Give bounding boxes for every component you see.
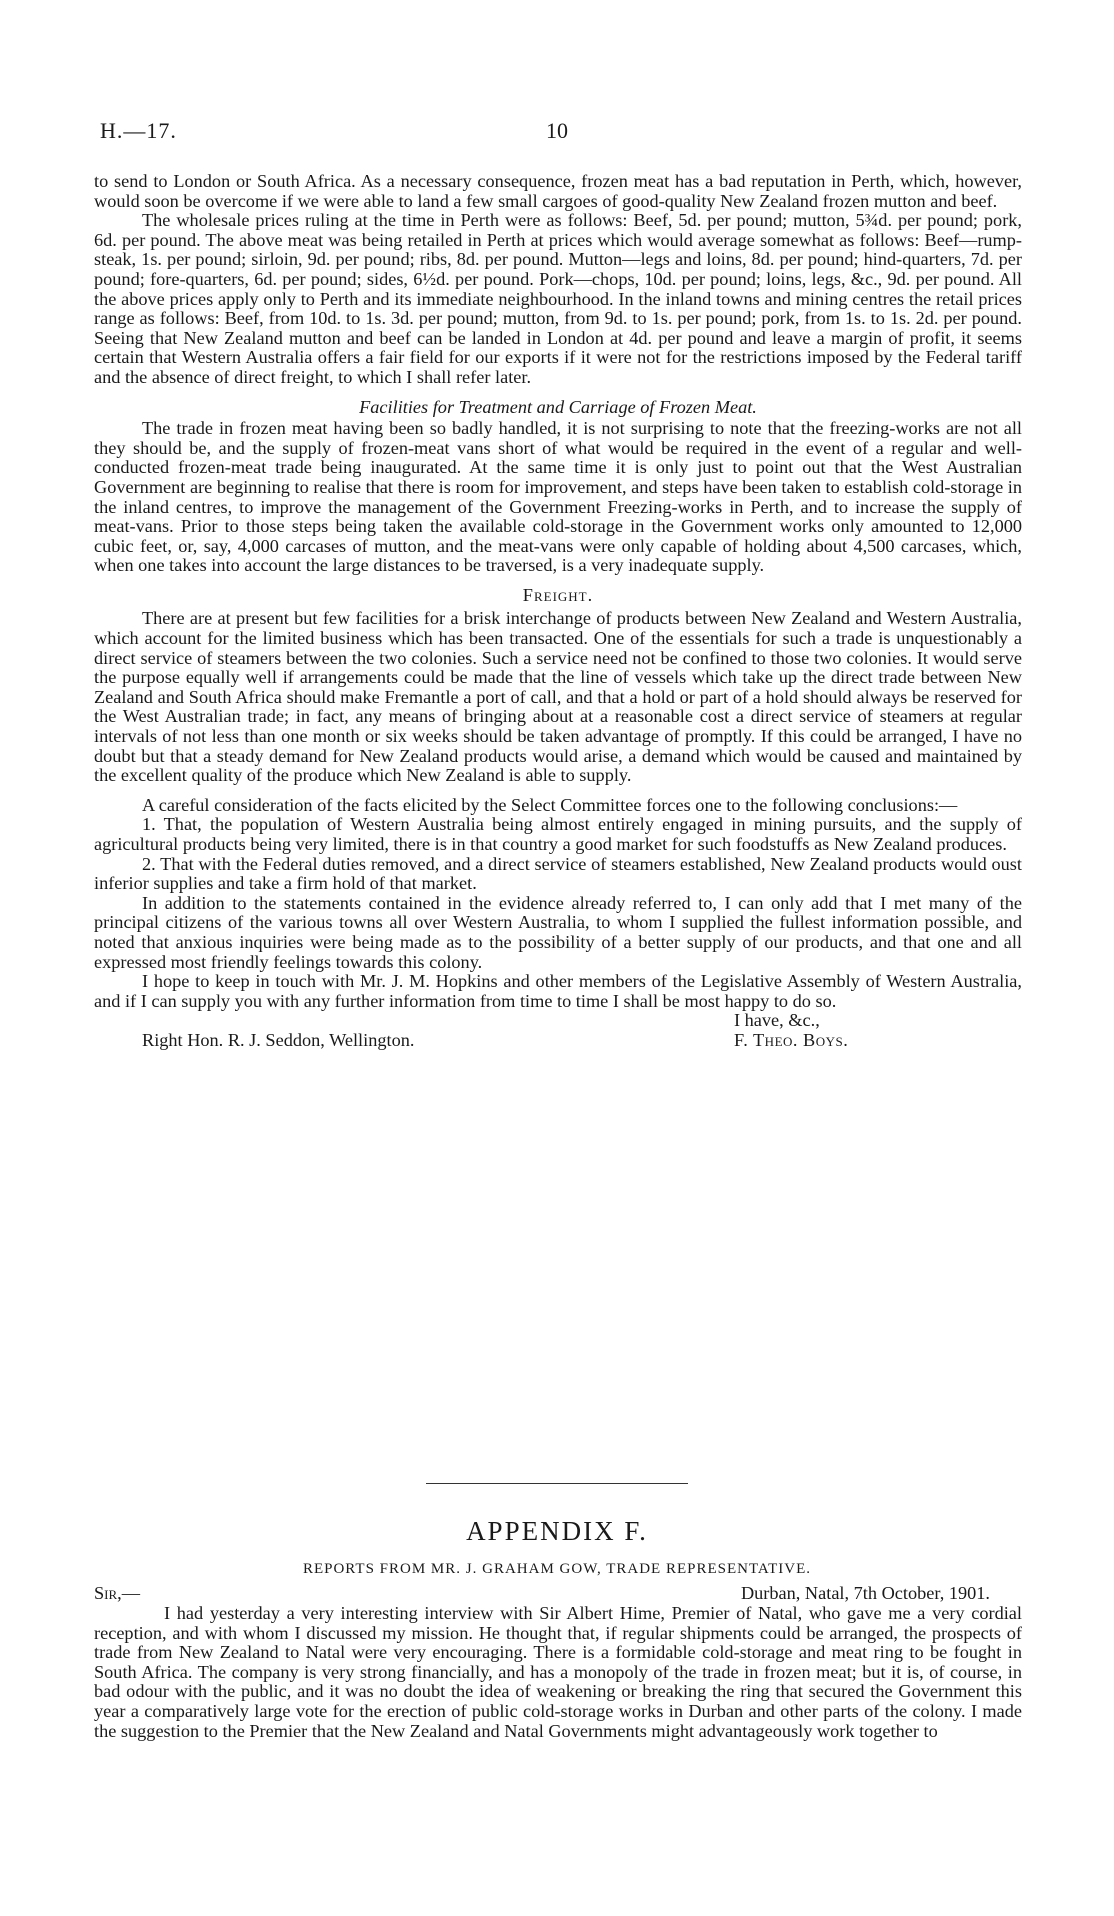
page-header <box>100 118 1014 148</box>
appendix-paragraph: I had yesterday a very interesting interview with Sir Albert Hime, Premier of Natal, who gave me a very cordial reception, and with whom I discussed my mission. He thought that, if regular shipments could be arranged, the prospects of trade from New Zealand to Natal were very encouraging. There is a formidable cold-storage and meat ring to be fought in South Africa. The company is very strong financially, and has a monopoly of the trade in frozen meat; but it is, of course, in bad odour with the public, and it was no doubt the idea of weakening or breaking the ring that secured the Government this year a comparatively large vote for the erection of public cold-storage works in Durban and other parts of the colony. I made the suggestion to the Premier that the New Zealand and Natal Governments might advantageously work together to <box>94 1603 1022 1741</box>
closing-line <box>94 1011 1022 1031</box>
appendix-subtitle: REPORTS FROM MR. J. GRAHAM GOW, TRADE REPRESENTATIVE. <box>302 1561 812 1577</box>
salutation: Sir,— <box>94 1583 141 1603</box>
report-reference: H.—17. <box>100 118 177 143</box>
closing-have: I have, &c., <box>734 1010 820 1031</box>
signature: F. Theo. Boys. <box>734 1030 849 1051</box>
report-body <box>94 172 1022 1051</box>
paragraph-facilities: The trade in frozen meat having been so badly handled, it is not surprising to note that the freezing-works are not all they should be, and the supply of frozen-meat vans short of what would be required in the event of a regular and well-conducted frozen-meat trade being inaugurated. At the same time it is only just to point out that the West Australian Government are beginning to realise that there is room for improvement, and steps have been taken to establish cold-storage in the inland centres, to improve the management of the Government Freezing-works in Perth, and to increase the supply of meat-vans. Prior to those steps being taken the available cold-storage in the Government works only amounted to 12,000 cubic feet, or, say, 4,000 carcases of mutton, and the meat-vans were only capable of holding about 4,500 carcases, which, when one takes into account the large distances to be traversed, is a very inadequate supply. <box>94 418 1022 576</box>
appendix-body <box>94 1584 1022 1741</box>
addressee: Right Hon. R. J. Seddon, Wellington. <box>142 1030 415 1051</box>
salutation-line <box>94 1584 1022 1604</box>
section-divider <box>426 1483 688 1484</box>
paragraph-continuation: to send to London or South Africa. As a necessary consequence, frozen meat has a bad reputation in Perth, which, however, would soon be overcome if we were able to land a few small cargoes of good-quality New Zealand frozen mutton and beef. <box>94 171 1022 211</box>
signature-line <box>94 1031 1022 1051</box>
section-heading-facilities: Facilities for Treatment and Carriage of Frozen Meat. <box>359 396 757 417</box>
appendix-title: APPENDIX F. <box>466 1516 648 1546</box>
paragraph-hope: I hope to keep in touch with Mr. J. M. Hopkins and other members of the Legislative Assembly of Western Australia, and if I can supply you with any further information from time to time I shall be most happy to do so. <box>94 971 1022 1011</box>
page-number: 10 <box>546 118 568 143</box>
conclusion-one: 1. That, the population of Western Australia being almost entirely engaged in mining pursuits, and the supply of agricultural products being very limited, there is in that country a good market for such foodstuffs as New Zealand produces. <box>94 814 1022 854</box>
section-heading-freight: Freight. <box>522 584 594 605</box>
dateline: Durban, Natal, 7th October, 1901. <box>740 1583 990 1603</box>
conclusion-two: 2. That with the Federal duties removed, and a direct service of steamers established, New Zealand products would oust inferior supplies and take a firm hold of that market. <box>94 853 1022 894</box>
paragraph-conclusions: A careful consideration of the facts elicited by the Select Committee forces one to the following conclusions:— <box>142 794 958 815</box>
paragraph-freight: There are at present but few facilities for a brisk interchange of products between New Zealand and Western Australia, which account for the limited business which has been transacted. One of the essentials for such a trade is unquestionably a direct service of steamers between the two colonies. Such a service need not be confined to those two colonies. It would serve the purpose equally well if arrangements could be made that the line of vessels which take up the direct trade between New Zealand and South Africa should make Fremantle a port of call, and that a hold or part of a hold should always be reserved for the West Australian trade; in fact, any means of bringing about at a reasonable cost a direct service of steamers at regular intervals of not less than one month or six weeks should be taken advantage of promptly. If this could be arranged, I have no doubt but that a steady demand for New Zealand products would arise, a demand which would be caused and maintained by the excellent quality of the produce which New Zealand is able to supply. <box>94 608 1022 786</box>
paragraph-prices: The wholesale prices ruling at the time in Perth were as follows: Beef, 5d. per pound; mutton, 5¾d. per pound; pork, 6d. per pound. The above meat was being retailed in Perth at prices which would average somewhat as follows: Beef—rump-steak, 1s. per pound; sirloin, 9d. per pound; ribs, 8d. per pound. Mutton—legs and loins, 8d. per pound; hind-quarters, 7d. per pound; fore-quarters, 6d. per pound; sides, 6½d. per pound. Pork—chops, 10d. per pound; loins, legs, &c., 9d. per pound. All the above prices apply only to Perth and its immediate neighbourhood. In the inland towns and mining centres the retail prices range as follows: Beef, from 10d. to 1s. 3d. per pound; mutton, from 9d. to 1s. per pound; pork, from 1s. to 1s. 2d. per pound. Seeing that New Zealand mutton and beef can be landed in London at 4d. per pound and leave a margin of profit, it seems certain that Western Australia offers a fair field for our exports if it were not for the restrictions imposed by the Federal tariff and the absence of direct freight, to which I shall refer later. <box>94 210 1022 387</box>
paragraph-addition: In addition to the statements contained in the evidence already referred to, I can only add that I met many of the principal citizens of the various towns all over Western Australia, to whom I supplied the fullest information possible, and noted that anxious inquiries were being made as to the possibility of a better supply of our products, and that one and all expressed most friendly feelings towards this colony. <box>94 892 1022 972</box>
